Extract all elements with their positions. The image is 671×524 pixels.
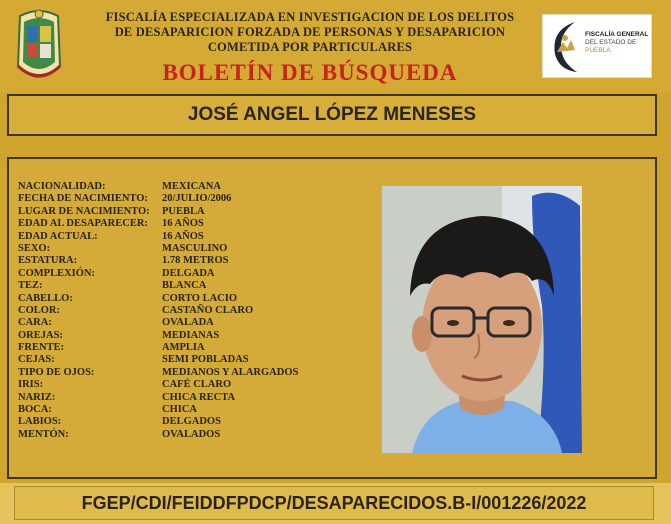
detail-label: SEXO: bbox=[18, 242, 51, 254]
detail-value: MEDIANOS Y ALARGADOS bbox=[162, 366, 299, 378]
detail-row bbox=[18, 268, 298, 280]
detail-value: CORTO LACIO bbox=[162, 292, 237, 304]
detail-label: BOCA: bbox=[18, 404, 52, 416]
puebla-coat-of-arms-icon bbox=[14, 6, 64, 84]
detail-label: ESTATURA: bbox=[18, 255, 78, 267]
detail-value: CHICA RECTA bbox=[162, 391, 236, 403]
detail-label: CABELLO: bbox=[18, 292, 73, 304]
detail-row bbox=[18, 354, 298, 366]
detail-value: CAFÉ CLARO bbox=[162, 379, 232, 391]
detail-row bbox=[18, 392, 298, 404]
detail-value: CASTAÑO CLARO bbox=[162, 304, 254, 316]
detail-row bbox=[18, 367, 298, 379]
detail-value: AMPLIA bbox=[162, 342, 205, 354]
detail-value: CHICA bbox=[162, 404, 198, 416]
detail-row bbox=[18, 293, 298, 305]
name-banner bbox=[7, 94, 657, 136]
agency-heading-line3: COMETIDA POR PARTICULARES bbox=[207, 40, 413, 54]
case-folio-number: FGEP/CDI/FEIDDFPDCP/DESAPARECIDOS.B-I/001226/2022 bbox=[81, 493, 587, 513]
detail-label: COLOR: bbox=[18, 304, 60, 316]
detail-row bbox=[18, 231, 298, 243]
fiscalia-emblem-icon bbox=[545, 16, 585, 76]
detail-value: MEDIANAS bbox=[162, 329, 220, 341]
detail-label: NARIZ: bbox=[18, 391, 56, 403]
detail-row bbox=[18, 379, 298, 391]
detail-value: MEXICANA bbox=[162, 181, 221, 192]
detail-row bbox=[18, 193, 298, 205]
detail-label: TIPO DE OJOS: bbox=[18, 366, 95, 378]
detail-label: FECHA DE NACIMIENTO: bbox=[18, 193, 148, 205]
person-photo bbox=[382, 186, 582, 453]
detail-label: TEZ: bbox=[18, 280, 43, 292]
detail-row bbox=[18, 330, 298, 342]
detail-label: IRIS: bbox=[18, 379, 44, 391]
detail-value: DELGADA bbox=[162, 267, 215, 279]
detail-row bbox=[18, 429, 298, 441]
detail-row bbox=[18, 206, 298, 218]
detail-label: LABIOS: bbox=[18, 416, 62, 428]
detail-label: FRENTE: bbox=[18, 342, 65, 354]
person-portrait-icon bbox=[382, 186, 582, 453]
agency-heading-line2: DE DESAPARICION FORZADA DE PERSONAS Y DESAPARICION bbox=[114, 25, 506, 39]
detail-value: DELGADOS bbox=[162, 416, 221, 428]
detail-row bbox=[18, 305, 298, 317]
detail-value: OVALADA bbox=[162, 317, 214, 329]
detail-row bbox=[18, 181, 298, 193]
agency-heading-line1: FISCALÍA ESPECIALIZADA EN INVESTIGACION DE LOS DELITOS bbox=[105, 10, 515, 24]
detail-row bbox=[18, 416, 298, 428]
detail-label: MENTÓN: bbox=[18, 428, 69, 440]
detail-label: CARA: bbox=[18, 317, 52, 329]
detail-label: COMPLEXIÓN: bbox=[18, 267, 95, 279]
agency-heading bbox=[80, 10, 540, 55]
detail-label: NACIONALIDAD: bbox=[18, 181, 106, 192]
detail-value: OVALADOS bbox=[162, 428, 221, 440]
detail-row bbox=[18, 342, 298, 354]
detail-value: PUEBLA bbox=[162, 205, 205, 217]
detail-value: SEMI POBLADAS bbox=[162, 354, 249, 366]
logo-text-line1: FISCALÍA GENERAL bbox=[585, 31, 649, 38]
detail-value: MASCULINO bbox=[162, 242, 228, 254]
detail-value: 16 AÑOS bbox=[162, 230, 204, 242]
details-list bbox=[18, 181, 298, 441]
detail-row bbox=[18, 218, 298, 230]
fiscalia-logo bbox=[542, 14, 652, 78]
fiscalia-logo-text bbox=[585, 31, 648, 55]
detail-row bbox=[18, 243, 298, 255]
detail-label: EDAD ACTUAL: bbox=[18, 230, 98, 242]
detail-value: 20/JULIO/2006 bbox=[162, 193, 232, 205]
logo-text-line3: PUEBLA bbox=[585, 47, 611, 54]
missing-person-name: JOSÉ ANGEL LÓPEZ MENESES bbox=[187, 104, 477, 125]
detail-label: OREJAS: bbox=[18, 329, 63, 341]
detail-label: EDAD AL DESAPARECER: bbox=[18, 218, 148, 230]
case-folio bbox=[14, 486, 654, 520]
detail-row bbox=[18, 280, 298, 292]
detail-row bbox=[18, 255, 298, 267]
detail-row bbox=[18, 404, 298, 416]
detail-label: CEJAS: bbox=[18, 354, 55, 366]
bulletin-title: BOLETÍN DE BÚSQUEDA bbox=[162, 60, 458, 85]
detail-label: LUGAR DE NACIMIENTO: bbox=[18, 205, 150, 217]
detail-value: BLANCA bbox=[162, 280, 207, 292]
detail-row bbox=[18, 317, 298, 329]
detail-value: 1.78 METROS bbox=[162, 255, 229, 267]
detail-value: 16 AÑOS bbox=[162, 218, 204, 230]
logo-text-line2: DEL ESTADO DE bbox=[585, 39, 637, 46]
